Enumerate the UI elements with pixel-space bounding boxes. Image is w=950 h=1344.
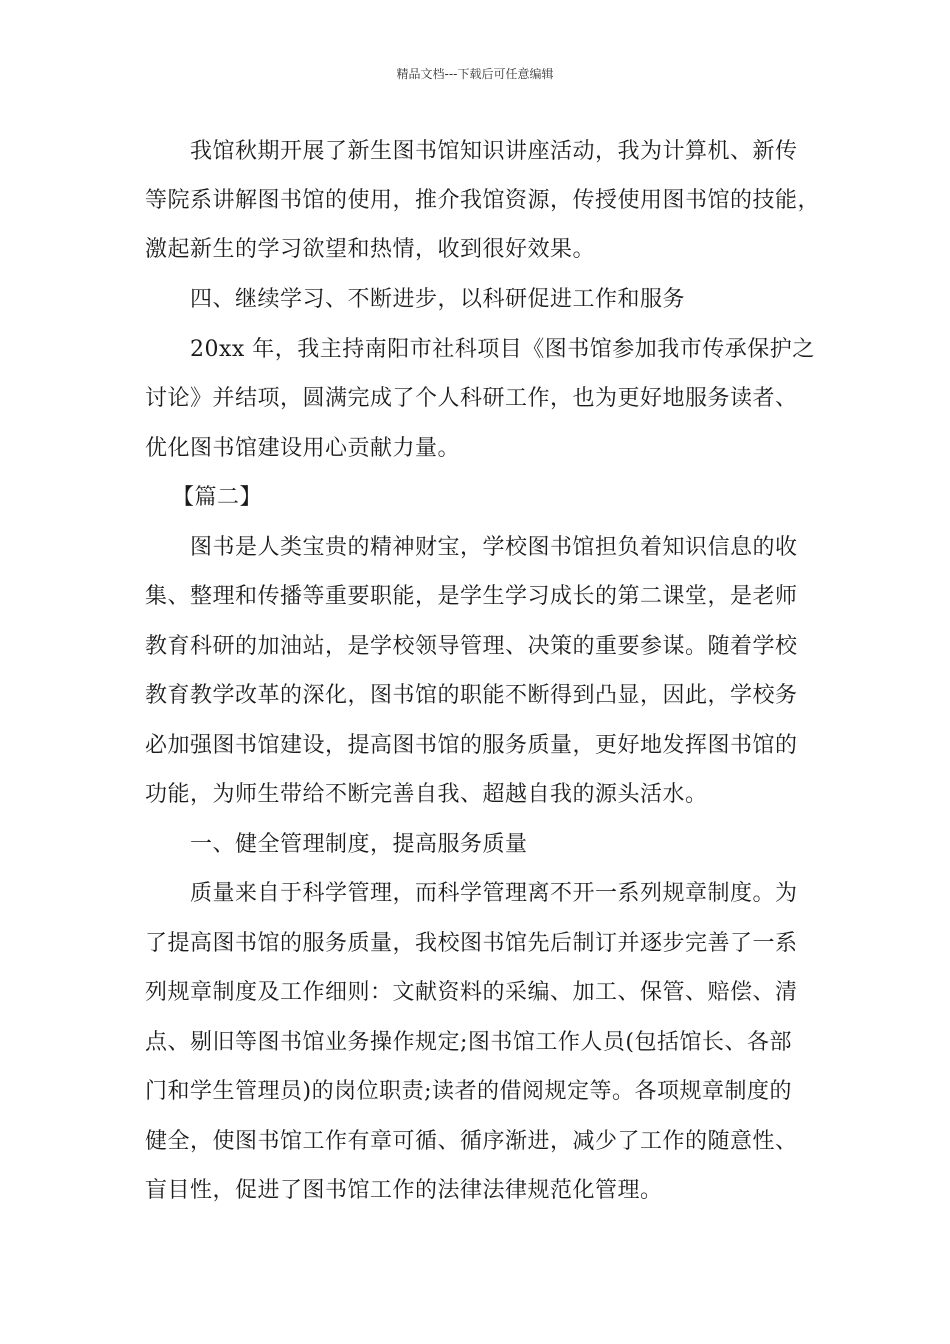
paragraph-line: 激起新生的学习欲望和热情，收到很好效果。 <box>145 237 596 262</box>
paragraph-line: 点、剔旧等图书馆业务操作规定;图书馆工作人员(包括馆长、各部 <box>145 1030 792 1055</box>
paragraph-line: 了提高图书馆的服务质量，我校图书馆先后制订并逐步完善了一系 <box>145 931 798 956</box>
paragraph-line: 教育教学改革的深化，图书馆的职能不断得到凸显，因此，学校务 <box>145 683 798 708</box>
paragraph-line: 门和学生管理员)的岗位职责;读者的借阅规定等。各项规章制度的 <box>145 1079 792 1104</box>
paragraph-line: 必加强图书馆建设，提高图书馆的服务质量，更好地发挥图书馆的 <box>145 733 798 758</box>
paragraph-line: 优化图书馆建设用心贡献力量。 <box>145 436 461 461</box>
paragraph-line: 功能，为师生带给不断完善自我、超越自我的源头活水。 <box>145 782 708 807</box>
paragraph-line: 等院系讲解图书馆的使用，推介我馆资源，传授使用图书馆的技能， <box>145 188 821 213</box>
paragraph-line: 我馆秋期开展了新生图书馆知识讲座活动，我为计算机、新传 <box>190 139 798 164</box>
page-header: 精品文档---下载后可任意编辑 <box>396 67 554 81</box>
paragraph-line: 质量来自于科学管理，而科学管理离不开一系列规章制度。为 <box>190 881 798 906</box>
paragraph-line: 列规章制度及工作细则：文献资料的采编、加工、保管、赔偿、清 <box>145 980 798 1005</box>
paragraph-line: 讨论》并结项，圆满完成了个人科研工作，也为更好地服务读者、 <box>145 386 798 411</box>
part-heading: 【篇二】 <box>172 485 263 510</box>
paragraph-line: 盲目性，促进了图书馆工作的法律法律规范化管理。 <box>145 1178 663 1203</box>
paragraph-line: 图书是人类宝贵的精神财宝，学校图书馆担负着知识信息的收 <box>190 535 798 560</box>
paragraph-line: 健全，使图书馆工作有章可循、循序渐进，减少了工作的随意性、 <box>145 1129 798 1154</box>
paragraph-line: 教育科研的加油站，是学校领导管理、决策的重要参谋。随着学校 <box>145 634 798 659</box>
section-heading: 一、健全管理制度，提高服务质量 <box>190 832 528 857</box>
paragraph-line: 20xx 年，我主持南阳市社科项目《图书馆参加我市传承保护之 <box>190 337 815 362</box>
paragraph-line: 集、整理和传播等重要职能，是学生学习成长的第二课堂，是老师 <box>145 584 798 609</box>
section-heading: 四、继续学习、不断进步，以科研促进工作和服务 <box>190 287 686 312</box>
